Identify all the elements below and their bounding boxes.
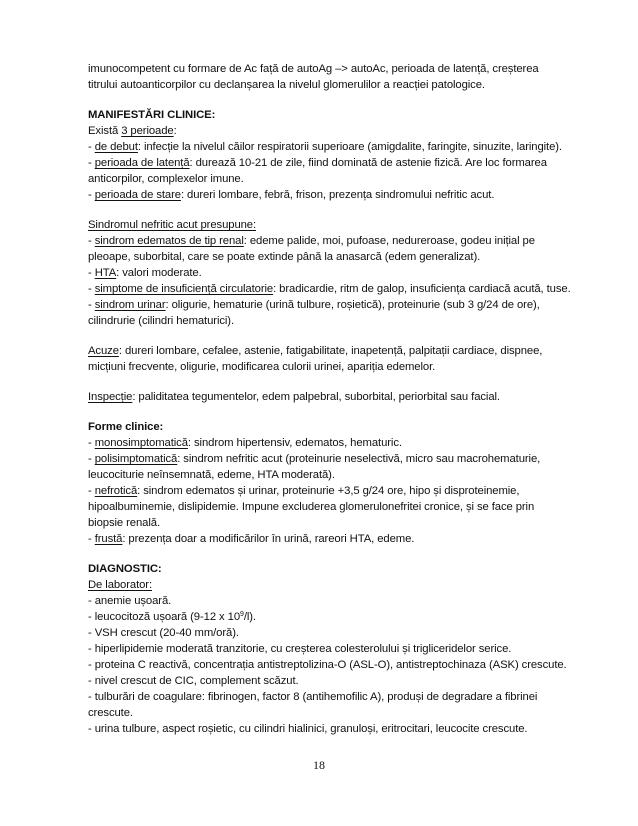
list-item-nefrotica: - nefrotică: sindrom edematos și urinar, proteinurie +3,5 g/24 ore, hipo și disproteinemie,	[88, 485, 520, 497]
page-number: 18	[313, 758, 325, 772]
paragraph-acuze: Acuze: dureri lombare, cefalee, astenie, fatigabilitate, inapetență, palpitații cardiace, dispnee,	[88, 345, 543, 357]
list-item-circulatorie: - simptome de insuficiență circulatorie: bradicardie, ritm de galop, insuficiența cardiacă acută, tuse.	[88, 283, 571, 295]
list-item-nefrotica-cont-2: biopsie renală.	[88, 517, 160, 529]
term-polisimptomatica: polisimptomatică	[94, 453, 178, 465]
list-item-stare: - perioada de stare: dureri lombare, febră, frison, prezența sindromului nefritic acut.	[88, 189, 495, 201]
list-item-proteina-c: - proteina C reactivă, concentrația antistreptolizina-O (ASL-O), antistreptochinaza (ASK) crescute.	[88, 659, 567, 671]
paragraph-inspectie: Inspecție: paliditatea tegumentelor, edem palpebral, suborbital, periorbital sau facial.	[88, 391, 500, 403]
term-hta: HTA	[94, 267, 117, 279]
list-item-monosimptomatica: - monosimptomatică: sindrom hipertensiv, edematos, hematuric.	[88, 437, 402, 449]
list-item-polisimptomatica: - polisimptomatică: sindrom nefritic acut (proteinurie neselectivă, micro sau macrohematurie,	[88, 453, 541, 465]
subheading-de-laborator: De laborator:	[88, 579, 153, 591]
manifest-intro: Există 3 perioade:	[88, 125, 177, 137]
term-perioada-latenta: perioada de latență	[94, 157, 190, 169]
list-item-latenta-cont: anticorpilor, complexelor imune.	[88, 173, 244, 185]
list-item-urina: - urina tulbure, aspect roșietic, cu cilindri hialinici, granuloși, eritrocitari, leucocite crescute.	[88, 723, 528, 735]
term-nefrotica: nefrotică	[94, 485, 138, 497]
term-acuze: Acuze	[88, 345, 119, 357]
term-sindrom-urinar: sindrom urinar	[94, 299, 166, 311]
term-perioada-stare: perioada de stare	[94, 189, 181, 201]
exponent: 9	[240, 611, 244, 618]
list-item-edematos-cont: pleoape, suborbital, care se poate extinde până la anasarcă (edem generalizat).	[88, 251, 481, 263]
paragraph-acuze-cont: micțiuni frecvente, oligurie, modificarea culorii urinei, apariția edemelor.	[88, 361, 436, 373]
term-de-debut: de debut	[94, 141, 138, 153]
term-inspectie: Inspecție	[88, 391, 133, 403]
list-item-debut: - de debut: infecție la nivelul căilor respiratorii superioare (amigdalite, faringite, sinuzite, laringite).	[88, 141, 562, 153]
page-body	[88, 61, 608, 737]
list-item-anemie: - anemie ușoară.	[88, 595, 172, 607]
list-item-leucocitoza: - leucocitoză ușoară (9-12 x $10^9/l$).	[88, 611, 256, 623]
term-monosimptomatica: monosimptomatică	[94, 437, 188, 449]
list-item-urinar: - sindrom urinar: oligurie, hematurie (urină tulbure, roșietică), proteinurie (sub 3 g/24 de ore),	[88, 299, 540, 311]
intro-line-1: imunocompetent cu formare de Ac față de autoAg –> autoAc, perioada de latență, creșterea	[88, 63, 539, 75]
section-heading-diagnostic: DIAGNOSTIC:	[88, 563, 162, 575]
list-item-polisimptomatica-cont: leucociturie neînsemnată, edeme, HTA moderată).	[88, 469, 335, 481]
list-item-urinar-cont: cilindrurie (cilindri hematurici).	[88, 315, 235, 327]
list-item-nefrotica-cont-1: hipoalbuminemie, dislipidemie. Impune excluderea glomerulonefritei cronice, și se face prin	[88, 501, 535, 513]
term-sindrom-edematos: sindrom edematos de tip renal	[94, 235, 244, 247]
list-item-hta: - HTA: valori moderate.	[88, 267, 202, 279]
list-item-coagulare: - tulburări de coagulare: fibrinogen, factor 8 (antihemofilic A), produși de degradare a fibrinei	[88, 691, 538, 703]
intro-line-2: titrului autoanticorpilor cu declanșarea la nivelul glomerulilor a reacției patologice.	[88, 79, 485, 91]
list-item-hiperlipidemie: - hiperlipidemie moderată tranzitorie, cu creșterea colesterolului și trigliceridelor serice.	[88, 643, 512, 655]
section-heading-sindrom-nefritic: Sindromul nefritic acut presupune:	[88, 219, 257, 231]
list-item-vsh: - VSH crescut (20-40 mm/oră).	[88, 627, 239, 639]
section-heading-forme-clinice: Forme clinice:	[88, 421, 164, 433]
term-insuficienta-circulatorie: simptome de insuficiență circulatorie	[94, 283, 274, 295]
list-item-edematos: - sindrom edematos de tip renal: edeme palide, moi, pufoase, nedureroase, godeu inițial pe	[88, 235, 535, 247]
term-3-perioade: 3 perioade	[121, 125, 174, 137]
list-item-coagulare-cont: crescute.	[88, 707, 133, 719]
term-frusta: frustă	[94, 533, 123, 545]
list-item-cic: - nivel crescut de CIC, complement scăzut.	[88, 675, 299, 687]
list-item-latenta: - perioada de latență: durează 10-21 de zile, fiind dominată de astenie fizică. Are loc formarea	[88, 157, 547, 169]
section-heading-manifestari: MANIFESTĂRI CLINICE:	[88, 109, 216, 121]
list-item-frusta: - frustă: prezența doar a modificărilor în urină, rareori HTA, edeme.	[88, 533, 415, 545]
